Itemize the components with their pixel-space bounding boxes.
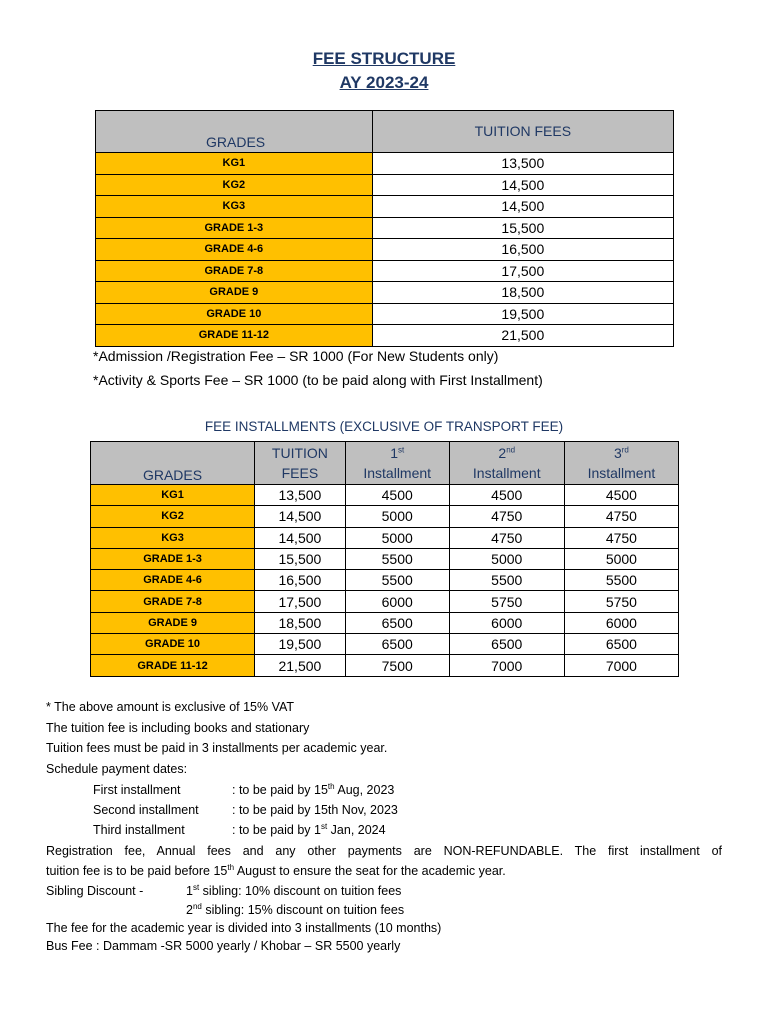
table-row xyxy=(91,612,679,633)
installments-caption: FEE INSTALLMENTS (EXCLUSIVE OF TRANSPORT FEE) xyxy=(204,419,564,434)
tuition-fee-cell: 14,500 xyxy=(255,527,346,548)
first-num: 1 xyxy=(390,445,398,461)
installment-label: Installment xyxy=(363,465,432,481)
grade-cell: KG2 xyxy=(91,506,255,527)
grade-cell: GRADE 1-3 xyxy=(96,217,373,239)
table-row xyxy=(91,548,679,569)
tuition-fee-cell: 15,500 xyxy=(372,217,673,239)
grade-cell: GRADE 10 xyxy=(96,303,373,325)
grade-cell: GRADE 7-8 xyxy=(96,260,373,282)
tuition-fee-cell: 21,500 xyxy=(255,655,346,676)
first-installment-cell: 5000 xyxy=(345,527,449,548)
tuition-fees-header-2 xyxy=(255,442,346,485)
third-installment-header xyxy=(564,442,678,485)
table-row xyxy=(96,282,674,304)
grade-cell: GRADE 7-8 xyxy=(91,591,255,612)
page-subtitle: AY 2023-24 xyxy=(339,73,429,92)
third-installment-cell: 5500 xyxy=(564,570,678,591)
first-installment-cell: 6000 xyxy=(345,591,449,612)
tuition-fee-cell: 21,500 xyxy=(372,325,673,347)
third-installment-cell: 4500 xyxy=(564,485,678,506)
bus-fee-note: Bus Fee : Dammam -SR 5000 yearly / Khobar – SR 5500 yearly xyxy=(46,939,401,953)
first-installment-cell: 5000 xyxy=(345,506,449,527)
tuition-fee-cell: 17,500 xyxy=(372,260,673,282)
first-sibling-discount: 1st sibling: 10% discount on tuition fees xyxy=(186,882,402,898)
first-installment-date: : to be paid by 15th Aug, 2023 xyxy=(232,781,395,797)
sibling-discount-label: Sibling Discount - xyxy=(46,884,144,898)
second-num: 2 xyxy=(498,445,507,461)
table-row xyxy=(91,655,679,676)
third-installment-label: Third installment xyxy=(93,823,185,837)
tuition-fee-cell: 17,500 xyxy=(255,591,346,612)
grade-cell: KG2 xyxy=(96,174,373,196)
grades-header: GRADES xyxy=(96,111,373,153)
tuition-fees-header: TUITION FEES xyxy=(372,111,673,153)
tuition-fee-cell: 13,500 xyxy=(255,485,346,506)
books-note: The tuition fee is including books and stationary xyxy=(46,721,310,735)
second-sup: nd xyxy=(506,445,516,455)
first-sup: st xyxy=(398,445,405,455)
installments-table xyxy=(90,441,679,677)
third-installment-cell: 4750 xyxy=(564,506,678,527)
second-installment-cell: 6000 xyxy=(449,612,564,633)
table-row xyxy=(96,303,674,325)
grade-cell: GRADE 4-6 xyxy=(96,239,373,261)
installments-note: Tuition fees must be paid in 3 installments per academic year. xyxy=(46,741,388,755)
third-sup: rd xyxy=(621,445,629,455)
second-installment-cell: 5000 xyxy=(449,548,564,569)
tuition-fee-cell: 15,500 xyxy=(255,548,346,569)
tuition-fee-cell: 18,500 xyxy=(372,282,673,304)
grade-cell: GRADE 1-3 xyxy=(91,548,255,569)
admission-note: *Admission /Registration Fee – SR 1000 (For New Students only) xyxy=(93,348,499,364)
tuition-fee-cell: 19,500 xyxy=(255,634,346,655)
grade-cell: KG3 xyxy=(91,527,255,548)
grade-cell: GRADE 11-12 xyxy=(91,655,255,676)
first-installment-header xyxy=(345,442,449,485)
first-installment-cell: 4500 xyxy=(345,485,449,506)
tuition-fee-cell: 19,500 xyxy=(372,303,673,325)
grade-cell: GRADE 10 xyxy=(91,634,255,655)
installment-label: Installment xyxy=(472,465,541,481)
table-row xyxy=(96,239,674,261)
academic-year-note: The fee for the academic year is divided into 3 installments (10 months) xyxy=(46,921,442,935)
third-installment-cell: 7000 xyxy=(564,655,678,676)
tuition-fee-cell: 14,500 xyxy=(372,174,673,196)
table-row xyxy=(91,506,679,527)
first-installment-cell: 6500 xyxy=(345,634,449,655)
activity-note: *Activity & Sports Fee – SR 1000 (to be paid along with First Installment) xyxy=(93,372,543,388)
tuition-fee-cell: 16,500 xyxy=(372,239,673,261)
grade-cell: KG1 xyxy=(96,153,373,175)
first-installment-cell: 6500 xyxy=(345,612,449,633)
schedule-heading: Schedule payment dates: xyxy=(46,762,188,776)
second-installment-header xyxy=(449,442,564,485)
vat-note: * The above amount is exclusive of 15% VAT xyxy=(46,700,295,714)
third-installment-cell: 5750 xyxy=(564,591,678,612)
refund-note-line2: tuition fee is to be paid before 15th August to ensure the seat for the academic year. xyxy=(46,862,506,878)
refund-note-line1: Registration fee, Annual fees and any other payments are NON-REFUNDABLE. The first installment of xyxy=(46,844,722,858)
table-row xyxy=(96,196,674,218)
table-row xyxy=(91,634,679,655)
second-installment-cell: 4500 xyxy=(449,485,564,506)
tuition-fee-cell: 18,500 xyxy=(255,612,346,633)
third-installment-cell: 6500 xyxy=(564,634,678,655)
grade-cell: KG3 xyxy=(96,196,373,218)
tuition-fee-cell: 13,500 xyxy=(372,153,673,175)
second-sibling-discount: 2nd sibling: 15% discount on tuition fees xyxy=(186,901,405,917)
table-row xyxy=(91,527,679,548)
grade-cell: KG1 xyxy=(91,485,255,506)
table-row xyxy=(91,591,679,612)
first-installment-cell: 5500 xyxy=(345,548,449,569)
second-installment-label: Second installment xyxy=(93,803,199,817)
grade-cell: GRADE 9 xyxy=(91,612,255,633)
table-row xyxy=(96,217,674,239)
table-row xyxy=(96,325,674,347)
installment-label: Installment xyxy=(587,465,656,481)
grade-cell: GRADE 9 xyxy=(96,282,373,304)
tuition-fee-table xyxy=(95,110,674,347)
table-row xyxy=(91,570,679,591)
tuition-label: TUITION xyxy=(271,445,328,461)
grades-header-2: GRADES xyxy=(91,442,255,485)
first-installment-cell: 5500 xyxy=(345,570,449,591)
table-row xyxy=(91,485,679,506)
third-num: 3 xyxy=(613,445,622,461)
table-row xyxy=(96,174,674,196)
page-title: FEE STRUCTURE xyxy=(312,49,456,68)
second-installment-cell: 5750 xyxy=(449,591,564,612)
third-installment-cell: 5000 xyxy=(564,548,678,569)
second-installment-date: : to be paid by 15th Nov, 2023 xyxy=(232,803,398,817)
tuition-fee-cell: 14,500 xyxy=(255,506,346,527)
table-row xyxy=(96,153,674,175)
third-installment-cell: 4750 xyxy=(564,527,678,548)
table-row xyxy=(96,260,674,282)
second-installment-cell: 4750 xyxy=(449,527,564,548)
grade-cell: GRADE 11-12 xyxy=(96,325,373,347)
first-installment-cell: 7500 xyxy=(345,655,449,676)
tuition-fee-cell: 14,500 xyxy=(372,196,673,218)
third-installment-date: : to be paid by 1st Jan, 2024 xyxy=(232,821,386,837)
second-installment-cell: 7000 xyxy=(449,655,564,676)
second-installment-cell: 4750 xyxy=(449,506,564,527)
second-installment-cell: 5500 xyxy=(449,570,564,591)
first-installment-label: First installment xyxy=(93,783,181,797)
tuition-fee-cell: 16,500 xyxy=(255,570,346,591)
fees-label: FEES xyxy=(281,465,319,481)
second-installment-cell: 6500 xyxy=(449,634,564,655)
third-installment-cell: 6000 xyxy=(564,612,678,633)
grade-cell: GRADE 4-6 xyxy=(91,570,255,591)
